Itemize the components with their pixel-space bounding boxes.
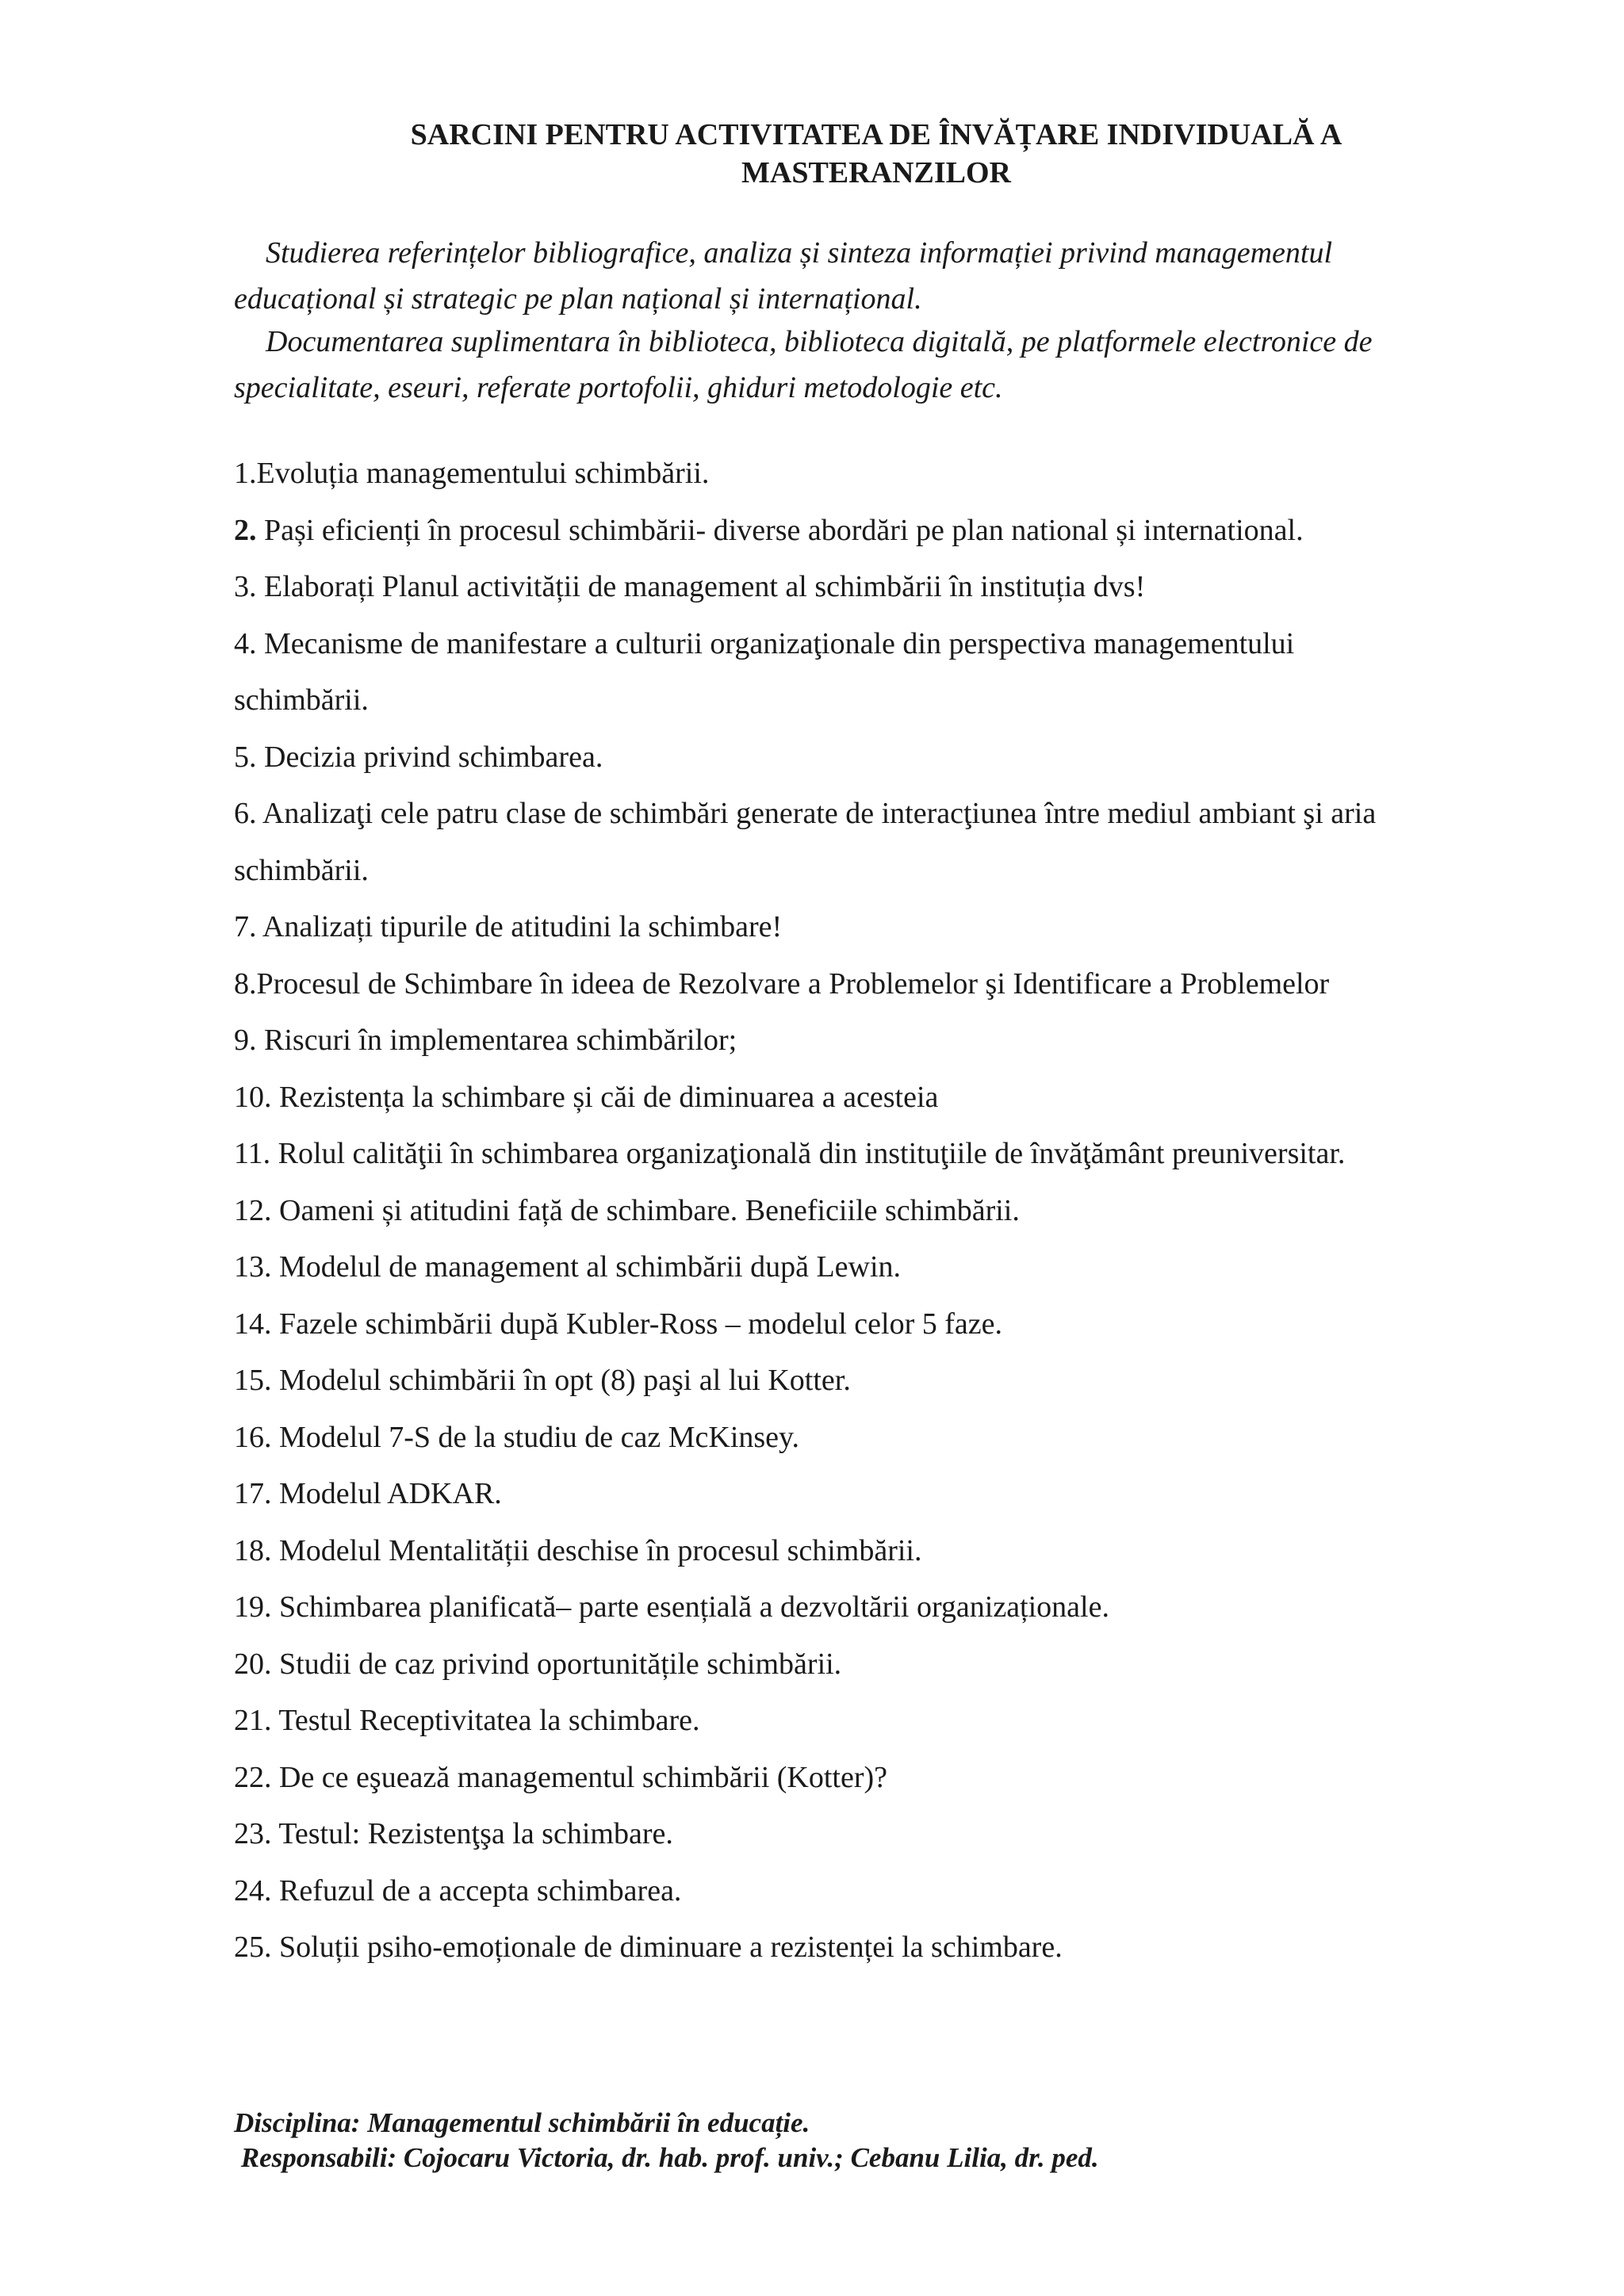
intro-p1-line-2: educațional și strategic pe plan național și internațional.	[234, 282, 922, 316]
list-item	[234, 1806, 1519, 1863]
item-text: Rolul calităţii în schimbarea organizaţională din instituţiile de învăţământ preuniversitar.	[270, 1137, 1346, 1170]
item-number: 24.	[234, 1873, 272, 1908]
item-number: 18.	[234, 1533, 272, 1567]
list-item	[234, 1919, 1519, 1976]
item-text: Soluții psiho-emoționale de diminuare a rezistenței la schimbare.	[271, 1931, 1063, 1964]
item-text: Modelul schimbării în opt (8) paşi al lui Kotter.	[271, 1364, 851, 1397]
list-item	[234, 1523, 1519, 1580]
list-item	[234, 559, 1519, 616]
list-item	[234, 1750, 1519, 1807]
item-text: Fazele schimbării după Kubler-Ross – modelul celor 5 faze.	[271, 1307, 1002, 1341]
footer-discipline: Disciplina: Managementul schimbării în educație.	[234, 2107, 810, 2138]
title-line-1: SARCINI PENTRU ACTIVITATEA DE ÎNVĂȚARE INDIVIDUALĂ A	[410, 118, 1342, 151]
list-item	[234, 1183, 1519, 1240]
item-number: 9.	[234, 1024, 257, 1057]
list-item	[234, 899, 1519, 956]
item-number: 3.	[234, 570, 257, 603]
item-number: 20.	[234, 1647, 272, 1681]
intro-paragraph-1	[234, 230, 1519, 322]
item-number: 2.	[234, 513, 257, 547]
intro-p1-line-1: Studierea referințelor bibliografice, analiza și sinteza informației privind managementul	[266, 236, 1333, 270]
item-number: 5.	[234, 740, 257, 774]
list-item	[234, 1466, 1519, 1523]
intro-p2-line-1: Documentarea suplimentara în biblioteca, biblioteca digitală, pe platformele electronice de	[266, 325, 1373, 358]
item-number: 23.	[234, 1817, 272, 1850]
list-item	[234, 1296, 1519, 1353]
list-item	[234, 446, 1519, 503]
item-text: Mecanisme de manifestare a culturii organizaţionale din perspectiva managementului	[256, 626, 1295, 660]
list-item	[234, 503, 1519, 560]
item-number: 11.	[234, 1137, 271, 1170]
item-text: Studii de caz privind oportunitățile schimbării.	[271, 1647, 842, 1681]
list-item	[234, 1126, 1519, 1183]
list-item	[234, 1410, 1519, 1467]
item-number: 10.	[234, 1080, 272, 1114]
list-item-continuation	[234, 672, 1519, 729]
intro-p2-line-2: specialitate, eseuri, referate portofolii, ghiduri metodologie etc.	[234, 371, 1003, 404]
list-item	[234, 729, 1519, 786]
list-item	[234, 1693, 1519, 1750]
item-number: 15.	[234, 1364, 272, 1397]
item-text: Analizaţi cele patru clase de schimbări generate de interacţiunea între mediul ambiant şi aria	[256, 797, 1377, 830]
item-number: 21.	[234, 1704, 272, 1737]
item-number: 16.	[234, 1420, 272, 1454]
task-list	[234, 446, 1519, 1976]
item-text: Testul: Rezistenţşa la schimbare.	[271, 1817, 673, 1850]
item-text: Elaborați Planul activității de management al schimbării în instituția dvs!	[256, 570, 1146, 603]
item-number: 25.	[234, 1931, 272, 1964]
list-item	[234, 956, 1519, 1013]
item-text: Modelul 7-S de la studiu de caz McKinsey.	[271, 1420, 800, 1454]
item-number: 12.	[234, 1193, 272, 1227]
list-item-continuation	[234, 843, 1519, 900]
list-item	[234, 1070, 1519, 1127]
item-text: Testul Receptivitatea la schimbare.	[271, 1704, 700, 1737]
item-text: Modelul de management al schimbării după Lewin.	[271, 1250, 902, 1284]
item-number: 22.	[234, 1760, 272, 1794]
item-number: 7.	[234, 910, 257, 943]
footer	[234, 2106, 1519, 2175]
page-title	[234, 116, 1519, 192]
item-number: 17.	[234, 1477, 272, 1510]
list-item	[234, 1579, 1519, 1636]
item-text: Modelul ADKAR.	[271, 1477, 502, 1510]
list-item	[234, 1863, 1519, 1920]
item-text: Pași eficienți în procesul schimbării- diverse abordări pe plan national și international.	[256, 513, 1304, 547]
item-number: 4.	[234, 626, 257, 660]
item-text: Decizia privind schimbarea.	[256, 740, 603, 774]
item-number: 6.	[234, 797, 257, 830]
item-text: Oameni și atitudini față de schimbare. Beneficiile schimbării.	[271, 1193, 1020, 1227]
list-item	[234, 1239, 1519, 1296]
title-line-2: MASTERANZILOR	[741, 156, 1011, 189]
item-number: 8.	[234, 966, 257, 1001]
item-text: Procesul de Schimbare în ideea de Rezolvare a Problemelor şi Identificare a Problemelor	[256, 966, 1330, 1001]
list-item	[234, 1636, 1519, 1693]
item-text: Schimbarea planificată– parte esențială a dezvoltării organizaționale.	[271, 1590, 1109, 1624]
item-text: Evoluția managementului schimbării.	[256, 457, 710, 490]
item-number: 19.	[234, 1590, 272, 1624]
intro-paragraph-2	[234, 319, 1519, 411]
item-text: Analizați tipurile de atitudini la schimbare!	[256, 910, 783, 943]
item-text: schimbării.	[234, 853, 369, 887]
item-text: De ce eşuează managementul schimbării (Kotter)?	[271, 1760, 888, 1794]
footer-responsible: Responsabili: Cojocaru Victoria, dr. hab. prof. univ.; Cebanu Lilia, dr. ped.	[234, 2142, 1099, 2173]
item-number: 13.	[234, 1250, 272, 1284]
item-text: Rezistența la schimbare și căi de diminuarea a acesteia	[271, 1080, 939, 1114]
item-text: Modelul Mentalității deschise în procesul schimbării.	[271, 1533, 922, 1567]
item-number: 14.	[234, 1307, 272, 1341]
item-text: schimbării.	[234, 683, 369, 717]
list-item	[234, 1353, 1519, 1410]
item-number: 1.	[234, 457, 257, 490]
item-text: Riscuri în implementarea schimbărilor;	[256, 1024, 737, 1057]
list-item	[234, 1012, 1519, 1070]
list-item	[234, 616, 1519, 673]
list-item	[234, 786, 1519, 843]
item-text: Refuzul de a accepta schimbarea.	[271, 1873, 682, 1908]
